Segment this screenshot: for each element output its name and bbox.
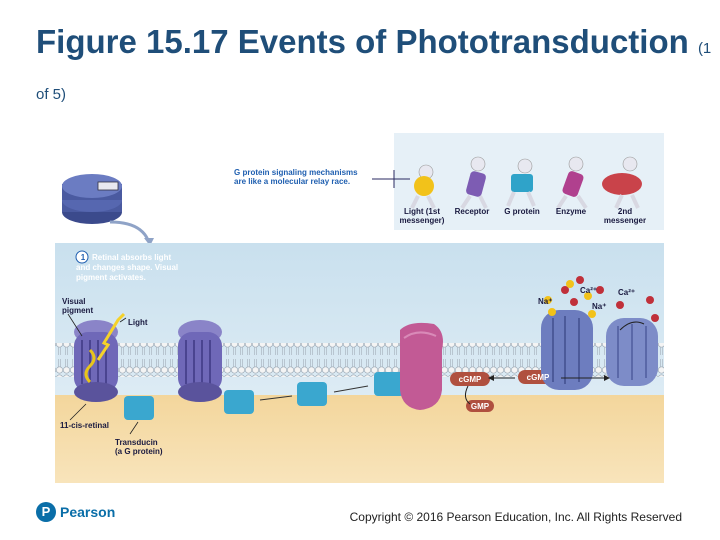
step-number: 1 xyxy=(80,253,86,262)
sodium-label-left: Na⁺ xyxy=(538,297,553,306)
pearson-logo-text: Pearson xyxy=(60,504,116,520)
visual-pigment-inactive xyxy=(178,320,222,402)
calcium-label-top: Ca²⁺ xyxy=(580,286,598,295)
relay-caption-line1: G protein signaling mechanisms xyxy=(234,168,358,177)
slide-title-text: Figure 15.17 Events of Phototransduction xyxy=(36,23,689,60)
cgmp-label-left: cGMP xyxy=(458,375,482,384)
gmp-label: GMP xyxy=(470,402,490,411)
copyright-notice: Copyright © 2016 Pearson Education, Inc. All Rights Reserved xyxy=(349,510,682,524)
retinal-label: 11-cis-retinal xyxy=(60,421,109,430)
runner-label-light xyxy=(396,207,448,225)
disc-stack-icon xyxy=(62,174,122,224)
runner-label-g-protein: G protein xyxy=(504,207,540,216)
visual-pigment-label-line2: pigment xyxy=(62,306,94,315)
pearson-logo-icon: P xyxy=(36,502,56,522)
runner-label-receptor: Receptor xyxy=(454,207,490,216)
relay-caption xyxy=(234,168,358,186)
runner-label-second-messenger xyxy=(598,207,652,225)
runner-label-second-messenger-line1: 2nd xyxy=(617,207,633,216)
runner-label-light-line1: Light (1st xyxy=(404,207,440,216)
runner-label-second-messenger-line2: messenger xyxy=(603,216,647,225)
cgmp-label-right: cGMP xyxy=(526,373,550,382)
step-text-line2: and changes shape. Visual xyxy=(76,263,179,272)
sodium-label-mid: Na⁺ xyxy=(592,302,607,311)
transducin-label xyxy=(115,438,163,456)
visual-pigment-label xyxy=(62,297,93,315)
calcium-label-right: Ca²⁺ xyxy=(618,288,636,297)
transducin-label-line2: (a G protein) xyxy=(115,447,163,456)
cgmp-gated-channel-closed xyxy=(606,318,658,386)
step-text-line1: Retinal absorbs light xyxy=(92,253,172,262)
pearson-logo xyxy=(36,502,115,522)
phosphodiesterase xyxy=(400,323,443,410)
slide-title-suffix: (1 of 5) xyxy=(36,40,712,103)
transducin-label-line1: Transducin xyxy=(115,438,158,447)
runner-label-enzyme: Enzyme xyxy=(555,207,587,216)
runner-label-light-line2: messenger) xyxy=(399,216,445,225)
relay-caption-line2: are like a molecular relay race. xyxy=(234,177,351,186)
light-label: Light xyxy=(128,318,148,327)
visual-pigment-label-line1: Visual xyxy=(62,297,86,306)
step-text-line3: pigment activates. xyxy=(76,273,146,282)
